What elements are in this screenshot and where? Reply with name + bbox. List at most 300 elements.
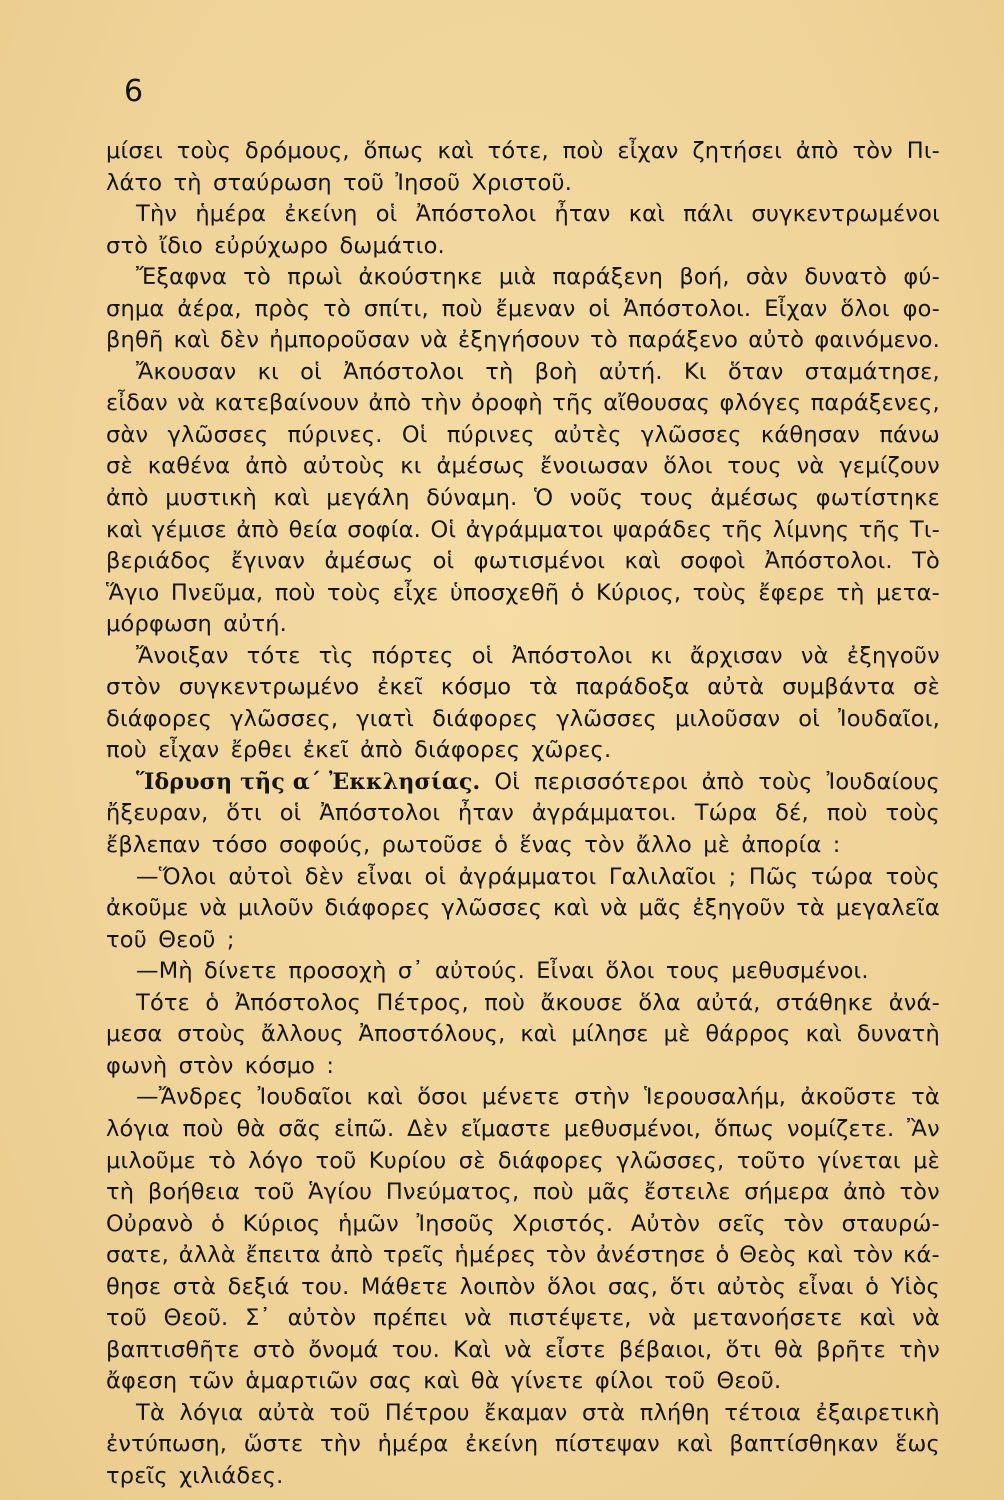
word: οἱ — [424, 863, 447, 890]
word: παράξενο — [627, 327, 739, 354]
word: ἀπὸ — [843, 1179, 886, 1206]
word: σὲ — [913, 674, 940, 701]
word: συμβάντα — [782, 674, 896, 701]
word: ἡμέρα — [195, 201, 267, 228]
text-line — [106, 1240, 940, 1272]
word: Σ᾽ — [245, 1305, 271, 1332]
word: τέτοια — [724, 1399, 802, 1426]
word: ὅτι — [226, 800, 262, 827]
word: βεριάδος — [106, 548, 212, 575]
word: Ἀπόστολοι — [343, 358, 464, 385]
word: Αὐτὸν — [630, 1210, 701, 1237]
word: Ἀπόστολοι — [511, 642, 633, 669]
word: οἱ — [300, 358, 322, 385]
word: βαπτίσθηκαν — [729, 1431, 879, 1458]
word: ὁ — [205, 989, 220, 1016]
word: οἱ — [279, 800, 302, 827]
text-line — [106, 451, 940, 483]
word: σταύρωση — [212, 169, 332, 196]
word: τῆς — [552, 390, 594, 417]
word: λόγια — [106, 1115, 170, 1142]
word: Ἱερουσαλήμ, — [644, 1084, 787, 1111]
word: τοῦ — [106, 1305, 147, 1332]
word: Ἰησοῦς — [416, 1210, 495, 1237]
word: παράδοξα — [575, 674, 690, 701]
word: Θεοῦ — [158, 926, 216, 953]
word: δίνετε — [204, 958, 278, 985]
word: Ἔξαφνα — [136, 264, 228, 291]
word: μένετε — [481, 1084, 560, 1111]
word: αἴθουσας — [603, 390, 711, 417]
word: ἦταν — [554, 201, 611, 228]
text-line — [106, 672, 940, 704]
word: Ἀπόστολοι. — [764, 548, 893, 575]
word: Τὰ — [136, 1399, 165, 1426]
word: : — [326, 1052, 335, 1079]
word: νὰ — [464, 1305, 492, 1332]
word: ὀροφὴ — [470, 390, 543, 417]
word: ὅλοι — [840, 295, 890, 322]
word: τὸν — [852, 138, 893, 164]
text-line — [106, 199, 940, 231]
word: συγκεντρωμένοι — [751, 201, 940, 228]
word: στὰ — [172, 1273, 217, 1300]
word: αὐτή. — [598, 358, 663, 385]
word: τὴ — [485, 358, 514, 385]
word: Οἱ — [401, 421, 428, 448]
word: Πῶς — [748, 863, 799, 890]
word: τους — [727, 453, 782, 480]
word: Ἀπόστολοι. — [623, 295, 752, 322]
word: καὶ — [552, 895, 590, 922]
word: δρόμους, — [244, 138, 350, 164]
word: μᾶς — [587, 1179, 631, 1206]
word: ὅπως — [713, 1115, 775, 1142]
text-line — [106, 483, 940, 515]
word: ἐκείνη — [465, 1431, 539, 1458]
word: τὸ — [208, 1147, 236, 1174]
word: καὶ — [676, 1431, 713, 1458]
word: ἀπὸ — [330, 1242, 374, 1269]
word: βοὴ — [534, 358, 578, 385]
word: ; — [226, 926, 235, 953]
word: μὲ — [913, 1147, 940, 1174]
word: στάθηκε — [775, 989, 874, 1016]
word: Ἀπόστολοι — [415, 201, 537, 228]
word: δωμάτιο. — [339, 232, 445, 259]
word: τὸν — [783, 1210, 824, 1237]
word: Κι — [683, 358, 707, 385]
word: διάφορες — [497, 1147, 604, 1174]
word: εἶχαν — [158, 737, 220, 764]
word: νὰ — [600, 895, 628, 922]
word: σὰν — [745, 264, 789, 291]
word: γίνεται — [817, 1147, 901, 1174]
word: τους — [665, 958, 721, 985]
word: ἀπὸ — [106, 485, 149, 512]
word: πύρινες — [446, 421, 535, 448]
word: κόσμο — [244, 1052, 316, 1079]
word: μόρφωση — [106, 611, 212, 638]
word: ὅλοι — [547, 1273, 597, 1300]
word: εἶχαν — [617, 138, 679, 164]
text-line — [106, 1082, 940, 1114]
word: ἐντύπωση, — [106, 1431, 228, 1458]
text-line — [106, 609, 940, 641]
word: μιλοῦμε — [106, 1147, 196, 1174]
word: τοῦ — [329, 1399, 371, 1426]
text-line — [106, 956, 940, 988]
word: ποὺ — [274, 579, 316, 606]
word: Καὶ — [453, 1336, 491, 1363]
word: τὸν — [899, 1179, 940, 1206]
word: στὸν — [106, 674, 161, 701]
word: διάφορες — [324, 895, 431, 922]
word: χῶρες. — [531, 737, 612, 764]
word: ποὺ — [484, 989, 526, 1016]
text-line — [106, 231, 940, 263]
word: ἀκούστηκε — [358, 264, 483, 291]
word: τῶν — [188, 1368, 235, 1395]
word: χιλιάδες. — [179, 1462, 284, 1489]
word: δὲν — [304, 863, 344, 890]
word: νὰ — [800, 642, 829, 669]
word: πίστεψαν — [554, 1431, 660, 1458]
word: νὰ — [504, 1336, 532, 1363]
word: σπίτι, — [363, 295, 429, 322]
page-number: 6 — [124, 74, 144, 109]
text-line — [106, 641, 940, 673]
word: ὅπως — [363, 138, 424, 164]
word: διάφορες — [414, 737, 521, 764]
word: ἄλλο — [635, 832, 693, 859]
word: οἱ — [471, 642, 494, 669]
text-line — [106, 735, 940, 767]
text-line — [106, 704, 940, 736]
word: τὶς — [318, 642, 354, 669]
word: ἐξηγήσουν — [458, 327, 580, 354]
word: τὰ — [911, 1084, 940, 1111]
word: Ἅγιο — [106, 579, 160, 606]
word: Ὁ — [533, 485, 554, 512]
word: τὰ — [529, 674, 558, 701]
word: εἰπῶ. — [334, 1115, 395, 1142]
word: σεῖς — [717, 1210, 766, 1237]
word: ἀμέσως — [324, 548, 414, 575]
word: νὰ — [796, 453, 825, 480]
word: θὰ — [470, 1368, 500, 1395]
word: τώρα — [810, 863, 874, 890]
word: δέ, — [775, 800, 809, 827]
word: ἀγράμματοι. — [531, 800, 677, 827]
word: ἀπὸ — [360, 737, 403, 764]
word: λοιπὸν — [459, 1273, 536, 1300]
word: στὸ — [253, 1336, 296, 1363]
word: αὐτοὶ — [228, 863, 293, 890]
word: βοήθεια — [147, 1179, 240, 1206]
word: Χριστός. — [512, 1210, 614, 1237]
word: πλήθη — [639, 1399, 710, 1426]
word: ἐξαιρετικὴ — [815, 1399, 940, 1426]
word: Χριστοῦ. — [471, 169, 573, 196]
word: ἔβλεπαν — [106, 832, 201, 859]
word: γλῶσσες — [556, 705, 657, 732]
word: καθένα — [147, 453, 231, 480]
word: φύ- — [903, 264, 940, 291]
word: ποὺ — [562, 138, 604, 164]
word: ὑποσχεθῆ — [449, 579, 560, 606]
word: πόρτες — [371, 642, 454, 669]
word: τῆς — [721, 516, 764, 543]
word: Κύριος, — [596, 579, 682, 606]
word: Ἀπόστολοι — [319, 800, 441, 827]
word: κι — [650, 642, 672, 669]
word: τὸ — [323, 295, 351, 322]
text-line — [106, 168, 940, 200]
word: πρέπει — [372, 1305, 448, 1332]
word: ὁ — [211, 1210, 225, 1237]
word: γλῶσσες — [640, 421, 742, 448]
word: μετα- — [875, 579, 940, 606]
word: Κυρίου — [368, 1147, 447, 1174]
word: ἀμέσως — [436, 453, 526, 480]
word: Εἶχαν — [764, 295, 828, 322]
word: τὴν — [420, 390, 462, 417]
word: Τώρα — [694, 800, 758, 827]
word: καὶ — [859, 1305, 896, 1332]
word: ὁ — [715, 1242, 730, 1269]
word: μεγάλη — [326, 485, 410, 512]
word: ἔπειτα — [245, 1242, 321, 1269]
word: εἴμαστε — [460, 1115, 552, 1142]
word: τοῦ — [253, 1179, 295, 1206]
word: ὅλοι — [605, 958, 655, 985]
word: τὴν — [320, 1431, 361, 1458]
text-line — [106, 988, 940, 1020]
word: νὰ — [912, 1305, 940, 1332]
word: τὸν — [545, 1242, 587, 1269]
word: αὐτὰ — [257, 1399, 315, 1426]
word: δυνατὸ — [804, 264, 888, 291]
word: Ἀπόστολος — [234, 989, 362, 1016]
word: ἠμποροῦσαν — [269, 327, 410, 354]
word: ὅταν — [727, 358, 784, 385]
word: Εἶναι — [536, 958, 595, 985]
word: ἦταν — [458, 800, 515, 827]
word: τοὺς — [885, 800, 940, 827]
word: σὲ — [106, 453, 133, 480]
word: σὰν — [106, 421, 149, 448]
word: νὰ — [177, 390, 206, 417]
word: καὶ — [437, 138, 474, 164]
word: πάνω — [879, 421, 940, 448]
word: Δὲν — [407, 1115, 448, 1142]
word: παράξενες, — [810, 390, 940, 417]
word: στὰ — [581, 1399, 626, 1426]
word: νὰ — [648, 1305, 677, 1332]
word: καὶ — [273, 485, 310, 512]
text-line — [106, 578, 940, 610]
word: ἕνας — [519, 832, 573, 859]
word: σοφούς, — [279, 832, 371, 859]
word: αὐτούς. — [435, 958, 525, 985]
word: εἶναι — [356, 863, 413, 890]
word: ποὺ — [441, 295, 483, 322]
word: αὐτά, — [696, 989, 761, 1016]
word: φλόγες — [719, 390, 802, 417]
word: ἐξηγοῦν — [692, 895, 786, 922]
word: τῆς — [858, 516, 901, 543]
word: διάφορες — [106, 705, 213, 732]
word: Θεὸς — [739, 1242, 797, 1269]
word: τοὺς — [692, 579, 747, 606]
word: ἔρθει — [230, 737, 292, 764]
word: θὰ — [774, 1336, 804, 1363]
text-line — [106, 1335, 940, 1367]
text-line — [106, 546, 940, 578]
word: γλῶσσες, — [616, 1147, 725, 1174]
text-line — [106, 830, 940, 862]
word: αὐτὸς — [716, 1273, 787, 1300]
text-line — [106, 515, 940, 547]
word: σας — [369, 1368, 413, 1395]
word: ; — [728, 863, 737, 890]
word: βηθῆ — [106, 327, 164, 354]
word: οἱ — [375, 201, 398, 228]
word: ζητήσει — [692, 138, 783, 164]
word: ἔκαμαν — [484, 1399, 568, 1426]
word: Ἄνοιξαν — [136, 642, 229, 669]
word: τοὺς — [758, 768, 813, 795]
word: τὰ — [796, 895, 825, 922]
word: ἡμέρες — [454, 1242, 537, 1269]
word: τὴν — [899, 1336, 940, 1363]
word: τοὺς — [327, 579, 382, 606]
word: ἤξευραν, — [106, 800, 209, 827]
word: κατεβαίνουν — [214, 390, 360, 417]
word: θησε — [106, 1273, 162, 1300]
word: ἄφεση — [106, 1368, 178, 1395]
word: ἔμεναν — [495, 295, 576, 322]
word: στὸν — [178, 1052, 234, 1079]
word: σᾶς — [278, 1115, 322, 1142]
word: σταυρώ- — [841, 1210, 940, 1237]
word: Πνεύματος, — [385, 1179, 520, 1206]
word: τὸν — [584, 832, 625, 859]
word: τὸ — [243, 264, 271, 291]
word: του. — [391, 1336, 441, 1363]
word: τὴ — [173, 169, 202, 196]
word: κά- — [903, 1242, 940, 1269]
word: σὲ — [458, 1147, 486, 1174]
word: δὲν — [220, 327, 260, 354]
text-line — [106, 325, 940, 357]
word: γίνετε — [511, 1368, 584, 1395]
word: ἀλλὰ — [178, 1242, 236, 1269]
word: ἁμαρτιῶν — [245, 1368, 358, 1395]
word: ἀμέσως — [710, 485, 800, 512]
word: ἡμῶν — [338, 1210, 399, 1237]
word: ἀπὸ — [245, 453, 288, 480]
word: φωτισμένοι — [473, 548, 606, 575]
word: βαπτισθῆτε — [106, 1336, 240, 1363]
word: ὅλοι — [663, 453, 713, 480]
word: παράξενη — [552, 264, 664, 291]
word: ἔφερε — [758, 579, 825, 606]
text-line — [106, 136, 940, 168]
text-line — [106, 767, 940, 799]
word: τοῦ — [315, 1147, 357, 1174]
word: τρεῖς — [106, 1462, 168, 1489]
word: φαινόμενο. — [814, 327, 940, 354]
text-line — [106, 1051, 940, 1083]
word: οἱ — [432, 548, 455, 575]
word: σήμερα — [744, 1179, 830, 1206]
word: του. — [301, 1273, 350, 1300]
text-line — [106, 925, 940, 957]
word: φωτίστηκε — [815, 485, 940, 512]
word: περισσότεροι — [534, 768, 688, 795]
word: Ἰουδαῖοι — [257, 1084, 353, 1111]
word: δύναμη. — [426, 485, 518, 512]
word: γεμίζουν — [839, 453, 940, 480]
word: εἶχε — [392, 579, 439, 606]
word: στὸ — [106, 232, 149, 259]
text-line — [106, 1114, 940, 1146]
word: μὲ — [703, 832, 731, 859]
word: λάτο — [106, 169, 163, 196]
word: Πέτρου — [384, 1399, 470, 1426]
word: Ἄκουσαν — [136, 358, 237, 385]
word: συγκεντρωμένο — [178, 674, 360, 701]
word: μιὰ — [498, 264, 537, 291]
word: Υἱὸς — [890, 1273, 940, 1300]
word: μεθυσμένοι. — [731, 958, 869, 985]
word: Ἰησοῦ — [395, 169, 461, 196]
word: πύρινες. — [287, 421, 383, 448]
word: μεσα — [106, 1021, 163, 1048]
word: —Μὴ — [136, 958, 193, 985]
word: ἀκοῦστε — [800, 1084, 897, 1111]
word: Κύριος — [242, 1210, 321, 1237]
word: νὰ — [199, 895, 228, 922]
word: τότε, — [487, 138, 549, 164]
text-line — [106, 1019, 940, 1051]
word: ἕως — [895, 1431, 940, 1458]
word: λίμνης — [772, 516, 850, 543]
word: ὅτι — [669, 1273, 706, 1300]
word: Πι- — [906, 138, 940, 164]
text-line — [106, 1366, 940, 1398]
word: βοή, — [679, 264, 730, 291]
word: σοφοὶ — [680, 548, 746, 575]
word: νὰ — [420, 327, 448, 354]
word: μιλοῦν — [237, 895, 314, 922]
word: : — [832, 832, 841, 859]
word: αὐτή. — [223, 611, 288, 638]
text-line — [106, 862, 940, 894]
word: εἶναι — [797, 1273, 854, 1300]
word: Θεοῦ. — [716, 1368, 782, 1395]
word: ἀγράμματοι — [465, 516, 604, 543]
word: τους — [639, 485, 694, 512]
word: τοῦ — [106, 926, 147, 953]
word: σατε, — [106, 1242, 169, 1269]
word: φωνὴ — [106, 1052, 168, 1079]
word: ἀγράμματοι — [458, 863, 597, 890]
word: ὅσοι — [417, 1084, 468, 1111]
word: Οἱ — [494, 768, 521, 795]
